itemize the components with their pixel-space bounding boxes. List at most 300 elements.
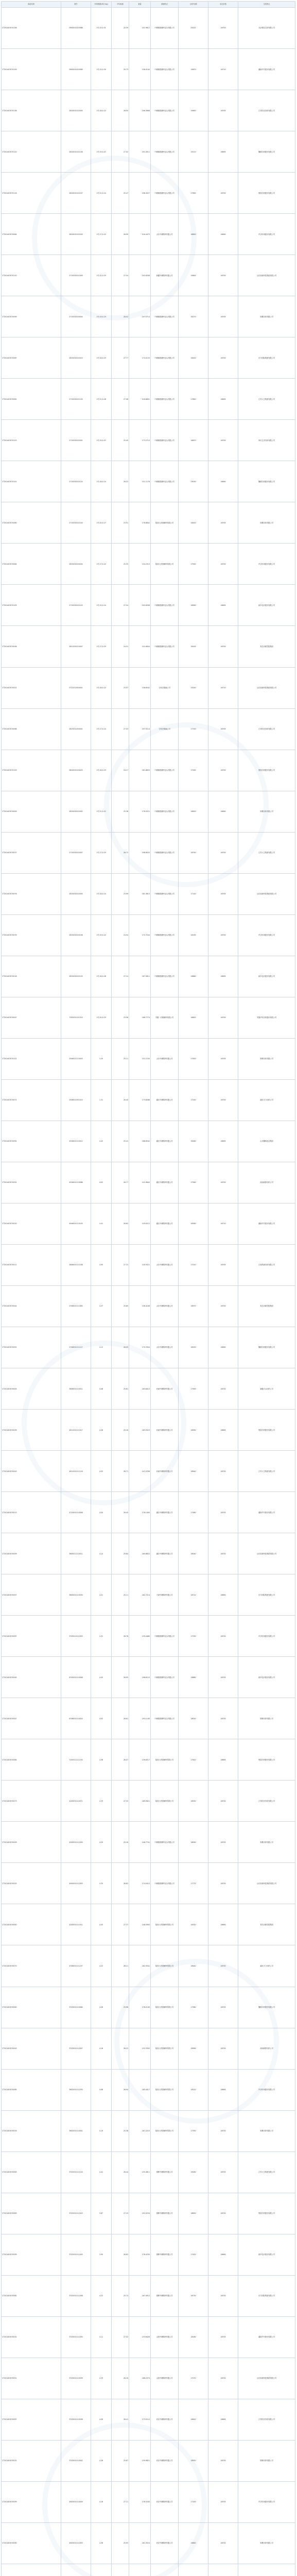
- trader-cell: 四川五洋纺织有限公司: [238, 420, 295, 461]
- warehouse-cell: 新疆中储棉库有限公司: [151, 255, 179, 296]
- avg-weight-cell: 26.22: [112, 461, 129, 502]
- hand-data-cell: 4.02: [91, 1698, 112, 1739]
- avg-weight-cell: 26.95: [112, 1657, 129, 1698]
- warehouse-cell: 河南中储棉库有限公司: [151, 1368, 179, 1410]
- price-cell: 16700: [208, 2193, 238, 2234]
- trader-cell: 湖南华升股份有限公司: [238, 49, 295, 90]
- warehouse-cell: 中储棉国储库包头有限公司: [151, 1616, 179, 1657]
- hand-data-cell: 1号;19;0.23: [91, 296, 112, 337]
- price-cell: 16700: [208, 8, 238, 49]
- weight-cell: 161.0524: [129, 2522, 151, 2564]
- product-code-cell: CT201403070045: [2, 1657, 61, 1698]
- hand-data-cell: 1号;18;0.22: [91, 667, 112, 708]
- page: [1, 1, 295, 2576]
- price-cell: 16705: [208, 1657, 238, 1698]
- price-cell: 16700: [208, 997, 238, 1038]
- table-row: [2, 49, 295, 90]
- weight-cell: 198.8020: [129, 832, 151, 873]
- weight-cell: 178.3245: [129, 2481, 151, 2522]
- avg-weight-cell: 25.84: [112, 1533, 129, 1574]
- table-row: [2, 1574, 295, 1616]
- warehouse-cell: 河北中储棉库有限公司: [151, 2522, 179, 2564]
- price-cell: 16700: [208, 1162, 238, 1203]
- table-row: [2, 1162, 295, 1203]
- hand-data-cell: 4.04: [91, 1492, 112, 1533]
- avg-weight-cell: 23.99: [112, 873, 129, 914]
- product-code-cell: CT201403070020: [2, 1203, 61, 1244]
- warehouse-cell: 邯郸中储棉库有限公司: [151, 2275, 179, 2316]
- warehouse-cell: 中储棉国储库包头有限公司: [151, 420, 179, 461]
- hand-data-cell: 4.12: [91, 1327, 112, 1368]
- trader-cell: 青岛纺联控股集团: [238, 626, 295, 667]
- warehouse-cell: 中储棉国储库包头有限公司: [151, 173, 179, 214]
- product-code-cell: CT201403070105: [2, 585, 61, 626]
- table-row: [2, 1863, 295, 1904]
- contract-cell: 17140: [179, 873, 208, 914]
- contract-cell: 16970: [179, 1285, 208, 1327]
- lot-number-cell: 2706001111063: [61, 1285, 91, 1327]
- weight-cell: 189.5621: [129, 1781, 151, 1822]
- product-code-cell: CT201403070013: [2, 1492, 61, 1533]
- lot-number-cell: 2715000102007: [61, 832, 91, 873]
- column-header: 重量: [129, 2, 151, 8]
- hand-data-cell: 4.21: [91, 1574, 112, 1616]
- trader-cell: 鲁泰纺织股份有限公司: [238, 1739, 295, 1781]
- hand-data-cell: 4.22: [91, 1945, 112, 1987]
- lot-number-cell: 4706001111237: [61, 1945, 91, 1987]
- avg-weight-cell: 26.90: [112, 214, 129, 255]
- lot-number-cell: 3703001110042: [61, 2440, 91, 2481]
- trader-cell: 魏桥纺织股份有限公司: [238, 131, 295, 173]
- lot-number-cell: 4710001110006: [61, 1492, 91, 1533]
- trader-cell: 湖南华升股份有限公司: [238, 2316, 295, 2358]
- lot-number-cell: 2815000102010: [61, 337, 91, 379]
- lot-number-cell: 6708001110024: [61, 1698, 91, 1739]
- hand-data-cell: 1号;18;0.26: [91, 956, 112, 997]
- warehouse-cell: 中储棉国储库包头有限公司: [151, 626, 179, 667]
- table-row: [2, 956, 295, 997]
- table-body: [2, 8, 295, 2576]
- price-cell: 16695: [208, 1410, 238, 1451]
- avg-weight-cell: 27.32: [112, 1781, 129, 1822]
- price-cell: 16700: [208, 1781, 238, 1822]
- table-row: [2, 2522, 295, 2564]
- trader-cell: 华孚时尚股份有限公司: [238, 2069, 295, 2110]
- trader-cell: 湖南华升股份有限公司: [238, 1492, 295, 1533]
- warehouse-cell: 中储棉国储库包头有限公司: [151, 832, 179, 873]
- table-row: [2, 2234, 295, 2275]
- avg-weight-cell: 27.77: [112, 337, 129, 379]
- warehouse-cell: 陕西大美国储库有限公司: [151, 1945, 179, 1987]
- weight-cell: 140.5521: [129, 1244, 151, 1285]
- product-code-cell: CT201403070039: [2, 914, 61, 956]
- lot-number-cell: 2508022051010: [61, 1079, 91, 1121]
- contract-cell: 18830: [179, 2193, 208, 2234]
- contract-cell: 18250: [179, 1327, 208, 1368]
- hand-data-cell: 3.95: [91, 2234, 112, 2275]
- hand-data-cell: 4.41: [91, 1203, 112, 1244]
- weight-cell: 152.3302: [129, 2028, 151, 2069]
- table-row: [2, 337, 295, 379]
- trader-cell: 安徽华茂纺织股份有限公司: [238, 997, 295, 1038]
- contract-cell: 19650: [179, 90, 208, 131]
- weight-cell: 173.2713: [129, 420, 151, 461]
- product-code-cell: CT201403070065: [2, 2069, 61, 2110]
- contract-cell: 17850: [179, 379, 208, 420]
- contract-cell: 19240: [179, 667, 208, 708]
- trader-cell: 魏桥纺织股份有限公司: [238, 1987, 295, 2028]
- table-row: [2, 1987, 295, 2028]
- lot-number-cell: 3606001110011: [61, 1368, 91, 1410]
- hand-data-cell: 1号;12;0.25: [91, 255, 112, 296]
- table-row: [2, 1410, 295, 1451]
- trader-cell: 河南新野纺织公司: [238, 1162, 295, 1203]
- trader-cell: 河南新野纺织公司: [238, 2028, 295, 2069]
- price-cell: 16695: [208, 585, 238, 626]
- table-row: [2, 1038, 295, 1079]
- avg-weight-cell: 27.96: [112, 379, 129, 420]
- price-cell: 16700: [208, 1616, 238, 1657]
- hand-data-cell: 1号;19;0.21: [91, 420, 112, 461]
- weight-cell: 191.0011: [129, 131, 151, 173]
- trader-cell: 湖南华升股份有限公司: [238, 1203, 295, 1244]
- weight-cell: 193.1140: [129, 1698, 151, 1739]
- contract-cell: 17200: [179, 2481, 208, 2522]
- avg-weight-cell: 27.31: [112, 1244, 129, 1285]
- warehouse-cell: 陕西大美国储库有限公司: [151, 2069, 179, 2110]
- lot-number-cell: 4516001110012: [61, 1121, 91, 1162]
- contract-cell: 16530: [179, 1781, 208, 1822]
- trader-cell: 鲁泰纺织股份有限公司: [238, 2193, 295, 2234]
- contract-cell: 16880: [179, 1657, 208, 1698]
- warehouse-cell: 中储棉国储库包头有限公司: [151, 1863, 179, 1904]
- table-row: [2, 2399, 295, 2440]
- hand-data-cell: 1.25: [91, 1038, 112, 1079]
- avg-weight-cell: 27.14: [112, 956, 129, 997]
- warehouse-cell: 陕西大美国储库有限公司: [151, 1781, 179, 1822]
- lot-number-cell: 2810002102005: [61, 90, 91, 131]
- trader-cell: 山东如意科技集团有限公司: [238, 873, 295, 914]
- weight-cell: 202.6208: [129, 255, 151, 296]
- weight-cell: 155.4811: [129, 2151, 151, 2193]
- trader-cell: 江苏阳光纺织有限公司: [238, 2399, 295, 2440]
- product-code-cell: CT201403070087: [2, 337, 61, 379]
- price-cell: 16690: [208, 1574, 238, 1616]
- lot-number-cell: 3703001111050: [61, 2316, 91, 2358]
- column-header: 商品代码: [2, 2, 61, 8]
- avg-weight-cell: 26.77: [112, 1162, 129, 1203]
- hand-data-cell: 1号;19;0.22: [91, 914, 112, 956]
- table-row: [2, 626, 295, 667]
- lot-number-cell: 7305051101310: [61, 997, 91, 1038]
- table-row: [2, 296, 295, 337]
- table-row: [2, 2564, 295, 2576]
- trader-cell: 华孚时尚股份有限公司: [238, 1616, 295, 1657]
- lot-number-cell: 2715000101049: [61, 255, 91, 296]
- product-code-cell: CT201403070091: [2, 1327, 61, 1368]
- weight-cell: 167.4912: [129, 2275, 151, 2316]
- avg-weight-cell: 27.54: [112, 255, 129, 296]
- weight-cell: 141.6004: [129, 626, 151, 667]
- avg-weight-cell: 24.17: [112, 750, 129, 791]
- lot-number-cell: 4506001110105: [61, 1203, 91, 1244]
- lot-number-cell: 3705010111003: [61, 1616, 91, 1657]
- product-code-cell: CT201403070040: [2, 1904, 61, 1945]
- warehouse-cell: 天津中储棉库有限公司: [151, 1574, 179, 1616]
- avg-weight-cell: 25.45: [112, 420, 129, 461]
- warehouse-cell: 山西中储棉库有限公司: [151, 2358, 179, 2399]
- hand-data-cell: 4.36: [91, 1739, 112, 1781]
- hand-data-cell: 4.48: [91, 1368, 112, 1410]
- trader-cell: 东方国际集团有限公司: [238, 337, 295, 379]
- table-row: [2, 8, 295, 49]
- price-cell: 16700: [208, 2275, 238, 2316]
- avg-weight-cell: 25.16: [112, 1410, 129, 1451]
- contract-cell: 17770: [179, 1863, 208, 1904]
- table-row: [2, 214, 295, 255]
- price-cell: 16705: [208, 1822, 238, 1863]
- product-code-cell: CT201403070022: [2, 667, 61, 708]
- hand-data-cell: 1号;18;0.22: [91, 90, 112, 131]
- trader-cell: 江苏阳光纺织有限公司: [238, 708, 295, 750]
- warehouse-cell: 河北中储棉库有限公司: [151, 2399, 179, 2440]
- warehouse-cell: 河北中储棉库有限公司: [151, 2440, 179, 2481]
- product-code-cell: CT201403070043: [2, 2028, 61, 2069]
- weight-cell: 141.9840: [129, 1162, 151, 1203]
- weight-cell: 151.9612: [129, 8, 151, 49]
- contract-cell: 17920: [179, 544, 208, 585]
- product-code-cell: CT201403070037: [2, 832, 61, 873]
- weight-cell: 167.2210: [129, 2110, 151, 2151]
- contract-cell: 18020: [179, 1698, 208, 1739]
- product-code-cell: CT201403070138: [2, 90, 61, 131]
- product-code-cell: CT201403070072: [2, 1079, 61, 1121]
- lot-number-cell: 4903001111003: [61, 2522, 91, 2564]
- product-code-cell: CT201403070025: [2, 1863, 61, 1904]
- product-code-cell: CT201403070101: [2, 461, 61, 502]
- trader-cell: 鲁泰纺织股份有限公司: [238, 173, 295, 214]
- weight-cell: 174.0412: [129, 1863, 151, 1904]
- warehouse-cell: 陕西大美国储库有限公司: [151, 2110, 179, 2151]
- weight-cell: 160.8822: [129, 1533, 151, 1574]
- hand-data-cell: [91, 2564, 112, 2576]
- contract-cell: 17420: [179, 2234, 208, 2275]
- weight-cell: 173.5112: [129, 2399, 151, 2440]
- table-row: [2, 791, 295, 832]
- lot-number-cell: 2810002102107: [61, 173, 91, 214]
- hand-data-cell: 4.33: [91, 2358, 112, 2399]
- price-cell: 16700: [208, 2028, 238, 2069]
- weight-cell: 181.8833: [129, 750, 151, 791]
- weight-cell: 178.2145: [129, 1987, 151, 2028]
- contract-cell: 18190: [179, 914, 208, 956]
- product-code-cell: CT201403070032: [2, 2316, 61, 2358]
- lot-number-cell: 6705001110008: [61, 1657, 91, 1698]
- hand-data-cell: 4.35: [91, 1863, 112, 1904]
- trader-cell: 即墨纺织有限公司: [238, 2522, 295, 2564]
- price-cell: 16690: [208, 1904, 238, 1945]
- trader-cell: 华孚时尚股份有限公司: [238, 544, 295, 585]
- price-cell: 16710: [208, 667, 238, 708]
- contract-cell: 18210: [179, 2069, 208, 2110]
- weight-cell: 145.0212: [129, 1203, 151, 1244]
- hand-data-cell: 1号;16;0.24: [91, 873, 112, 914]
- avg-weight-cell: 27.37: [112, 1904, 129, 1945]
- price-cell: 16710: [208, 49, 238, 90]
- price-cell: 16700: [208, 2522, 238, 2564]
- lot-number-cell: 0810002100403: [61, 750, 91, 791]
- warehouse-cell: 中储棉国储库包头有限公司: [151, 90, 179, 131]
- product-code-cell: CT201403070092: [2, 1121, 61, 1162]
- avg-weight-cell: 27.11: [112, 2481, 129, 2522]
- price-cell: 16690: [208, 461, 238, 502]
- warehouse-cell: 山东中储棉库有限公司: [151, 1285, 179, 1327]
- table-row: [2, 1327, 295, 1368]
- hand-data-cell: 4.08: [91, 2069, 112, 2110]
- table-row: [2, 131, 295, 173]
- table-row: [2, 2069, 295, 2110]
- contract-cell: 18440: [179, 1945, 208, 1987]
- warehouse-cell: 中储棉国储库包头有限公司: [151, 296, 179, 337]
- price-cell: 16705: [208, 90, 238, 131]
- warehouse-cell: 陕西大美国储库有限公司: [151, 1739, 179, 1781]
- lot-number-cell: 4200001111000: [61, 1822, 91, 1863]
- avg-weight-cell: 25.47: [112, 173, 129, 214]
- price-cell: 16700: [208, 2358, 238, 2399]
- warehouse-cell: 山东中储棉库有限公司: [151, 1038, 179, 1079]
- trader-cell: 山东如意科技集团有限公司: [238, 667, 295, 708]
- warehouse-cell: 中储棉国储库包头有限公司: [151, 337, 179, 379]
- contract-cell: 17350: [179, 2110, 208, 2151]
- price-cell: 16700: [208, 255, 238, 296]
- warehouse-cell: 山东中储棉库有限公司: [151, 1244, 179, 1285]
- trader-cell: 江苏大生集团有限公司: [238, 832, 295, 873]
- avg-weight-cell: 23.07: [112, 667, 129, 708]
- warehouse-cell: 中储棉国储库包头有限公司: [151, 1657, 179, 1698]
- hand-data-cell: 4.37: [91, 1285, 112, 1327]
- warehouse-cell: 中储棉国储库包头有限公司: [151, 49, 179, 90]
- table-row: [2, 2193, 295, 2234]
- hand-data-cell: 1号;18;0.24: [91, 461, 112, 502]
- table-row: [2, 750, 295, 791]
- warehouse-cell: 河南中储棉库有限公司: [151, 1451, 179, 1492]
- contract-cell: 17010: [179, 1244, 208, 1285]
- product-code-cell: CT201403070084: [2, 214, 61, 255]
- avg-weight-cell: 27.02: [112, 2316, 129, 2358]
- warehouse-cell: 中储棉国储库包头有限公司: [151, 1822, 179, 1863]
- table-row: [2, 2358, 295, 2399]
- trader-cell: 华孚时尚股份有限公司: [238, 214, 295, 255]
- weight-cell: 216.4473: [129, 214, 151, 255]
- warehouse-cell: 陕西大美国储库有限公司: [151, 1987, 179, 2028]
- hand-data-cell: 4.16: [91, 2481, 112, 2522]
- contract-cell: 16040: [179, 1533, 208, 1574]
- product-code-cell: CT201403070097: [2, 2399, 61, 2440]
- weight-cell: 146.7741: [129, 1822, 151, 1863]
- price-cell: 16705: [208, 502, 238, 544]
- product-code-cell: CT201403070051: [2, 2358, 61, 2399]
- contract-cell: 18620: [179, 997, 208, 1038]
- contract-cell: 17610: [179, 1739, 208, 1781]
- weight-cell: 154.2313: [129, 544, 151, 585]
- trader-cell: 东方国际集团有限公司: [238, 1574, 295, 1616]
- weight-cell: 178.6842: [129, 502, 151, 544]
- lot-number-cell: 2706001111117: [61, 1327, 91, 1368]
- warehouse-cell: 陕西大美国储库有限公司: [151, 2028, 179, 2069]
- price-cell: 16690: [208, 791, 238, 832]
- trader-cell: 邯郸纺织有限公司: [238, 1038, 295, 1079]
- contract-cell: 16630: [179, 791, 208, 832]
- table-row: [2, 2110, 295, 2151]
- product-code-cell: CT201403070084: [2, 544, 61, 585]
- trader-cell: 新疆天山纺织公司: [238, 1368, 295, 1410]
- product-code-cell: CT201403070076: [2, 873, 61, 914]
- trader-cell: 青岛纺联控股集团: [238, 1285, 295, 1327]
- trader-cell: 即墨纺织有限公司: [238, 502, 295, 544]
- column-header: 承储库点: [151, 2, 179, 8]
- avg-weight-cell: 26.07: [112, 1739, 129, 1781]
- hand-data-cell: 4.42: [91, 1121, 112, 1162]
- lot-number-cell: 7100311111234: [61, 1739, 91, 1781]
- warehouse-cell: 山东中储棉库有限公司: [151, 214, 179, 255]
- hand-data-cell: 1号;19;0.21: [91, 131, 112, 173]
- table-row: [2, 379, 295, 420]
- contract-cell: 18850: [179, 214, 208, 255]
- weight-cell: 148.5563: [129, 1904, 151, 1945]
- contract-cell: 18560: [179, 585, 208, 626]
- hand-data-cell: 4.28: [91, 1410, 112, 1451]
- weight-cell: 176.4230: [129, 2234, 151, 2275]
- product-code-cell: CT201403070116: [2, 173, 61, 214]
- table-row: [2, 90, 295, 131]
- avg-weight-cell: 25.74: [112, 2275, 129, 2316]
- contract-cell: 17330: [179, 708, 208, 750]
- product-code-cell: CT201403070064: [2, 1739, 61, 1781]
- contract-cell: 19870: [179, 49, 208, 90]
- trader-cell: 江西昌硕纺织有限公司: [238, 1244, 295, 1285]
- contract-cell: 16270: [179, 296, 208, 337]
- product-code-cell: CT201403070007: [2, 1574, 61, 1616]
- hand-data-cell: 4.36: [91, 2522, 112, 2564]
- weight-cell: 170.3304: [129, 1327, 151, 1368]
- avg-weight-cell: 26.62: [112, 1203, 129, 1244]
- contract-cell: 16840: [179, 2522, 208, 2564]
- table-row: [2, 173, 295, 214]
- price-cell: 16700: [208, 1079, 238, 1121]
- contract-cell: 19110: [179, 131, 208, 173]
- warehouse-cell: 邯郸中储棉库有限公司: [151, 2151, 179, 2193]
- weight-cell: 147.2256: [129, 1451, 151, 1492]
- contract-cell: 17490: [179, 750, 208, 791]
- trader-cell: 山东魏桥创业集团: [238, 1121, 295, 1162]
- column-header: 手码数据(单位:kg): [91, 2, 112, 8]
- lot-number-cell: 2715000102100: [61, 502, 91, 544]
- trader-cell: 鲁泰纺织股份有限公司: [238, 1410, 295, 1451]
- lot-number-cell: 2810002102106: [61, 131, 91, 173]
- weight-cell: 202.6208: [129, 585, 151, 626]
- hand-data-cell: 1号;15;0.30: [91, 49, 112, 90]
- product-code-cell: CT201403070158: [2, 8, 61, 49]
- lot-number-cell: 0900001020589: [61, 49, 91, 90]
- warehouse-cell: 湖北中储棉库有限公司: [151, 1162, 179, 1203]
- hand-data-cell: 4.29: [91, 1822, 112, 1863]
- hand-data-cell: 4.14: [91, 1533, 112, 1574]
- avg-weight-cell: 26.78: [112, 1616, 129, 1657]
- lot-number-cell: 3602001111030: [61, 2069, 91, 2110]
- table-row: [2, 1533, 295, 1574]
- table-row: [2, 1698, 295, 1739]
- avg-weight-cell: 28.72: [112, 832, 129, 873]
